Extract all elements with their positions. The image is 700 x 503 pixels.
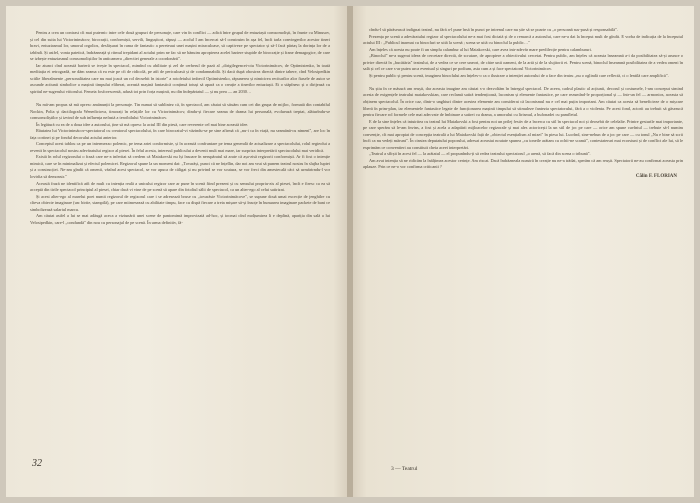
paragraph: Și acest alter-ego al marelui poet numit regizorul de regizorul care i se adresează bruse cu „tovarăsie Victorinimăcove", se supune două umai excecție de jenghilre cu cîteva obiecte imaginare (un: birtie, stampilă), pe care miimesează cu abilitate timpu, face cu dispă fiecare a treia mișare să-și însoțe în bunuarea imaginare packete de bani ce simbolizează salariul marcu. — [30, 193, 330, 212]
paragraph: Prezența pe scenă a adevăratului regizor al spectacolului ne-a mai fost dictată și de o remarcă a autorului, care ne-a dat la început mult de gîndit. E vorba de indicația de la începutul actului III : „Publicul inarmat cu binocluri se uită la scenă ; scena se uită cu binoclul la public…" — [363, 33, 683, 46]
paragraph: Am căutat astfel a lui se mai adăugă aceca a viziunării unei scene de pantomimă improvizată ad-hoc, și tocmai cînd molțumirea li e deplină, apariția din sală a lui Velosipedkin, care-l „condundă" din nou cu personajul de pe scenă. În urma definitiv, fă- — [30, 213, 330, 225]
paragraph: Iar atunci cînd această barieră se ivește în spectacol, mimînd cu abilitate și zel de cerberul de pază al „dirigilegencei-oiu Victorinimăcov, de Optimistenko, în toată meditația ei retrogradă, ne dăm seama că ea este pe cît de ridicolă, pe atît de periculoasă și de condamnabilă. Și dacă după obosirea directă dintre tabere, cînd Velosipedkin scitlie liberalmente „personalitatea care nu mai joacă un rol deosebit în istorie" a rotofeiului imbecil Optimistenko, răpunerea și nimicirea reciturilor alor fiasele de autor se ascunde actiunii simbolice a mașinii timpului eliberat, această mașină fantastică conținuă totuși să apară ca o creație a tinerilor entuziaști. Ei o stăpînesc și o dirijează cu spiritul ne-sugerului viitorului. Femeia fosforescentă, adusă tot prin forța mașinii, nu din îndepărtatul — și nu prea — an 2030… — [30, 62, 330, 94]
paragraph: Conceptul acest tablou ca pe un intermezzo polemic, pe tema artei conformiste, și în această confruntare pe tema generală de actualizare a spectacolului, rolul regieolui a revenit în spectacolul nostru adevăratului regizor al piesei. În felul acesta, interesul publicului a devenit mult mai mare, iar surpriza interpretării spectacolului mai veridică. — [30, 141, 330, 153]
paragraph: „Teatrul a sfîrșit în acest fel — la arătatul — el propunîndu-ți să redea teatrului spectatorul „o arenă, să facă din scena o tribună". — [369, 151, 591, 157]
paragraph: Există în rolul regizorului o frază care ne-a inferitat să credem că Maiakovski nu își însoare în nerupăratul să arate că așa-zisă regizorii conformiști. Ar fi fost o intenție mimică, care se în minimalizat și efectul polemicei. Regizorul spune la un moment dat: „Tovarăși, punct că ne înțellin, dar noi am vrut să punem teatrul nostru în slujba luptei și a construcției. Ne-am gîndit că omenii, văzînd acest spectacol, se vor apuca de căligat și nu privind se vor scutura, se vor freci din amestecală căci să urmărirndu-l vor lovirîta să demonstr." — [30, 154, 330, 179]
paragraph: Și pentru public și pentru scenă, imaginea binoclului am înțeles-o ca o ilustrare a intenției autorului de a face din teatru „nu o oglindă care reflectă, ci o lentilă care amplifică". — [369, 72, 669, 78]
author-signature: Călin F. FLORIAN — [635, 173, 677, 179]
paragraph: Pentru a crea un contrast cît mai puternic intre cele două grupuri de personaje, care vin în conflict — adică între grupul de entuziaști comsomoliști, în frunte cu Minusov, și cel din suita lui Victorinimăcov, birocrații, conformiști, servili, lingușitori, răpuși — acolul I am încercat să-l construim în așa fel, încît tarla convingerilor acestor tineri bravi, entuziasmul lor, umorul orgolios, desfășurat în rama de fantastic a pereteuui unei mașini miraculoase, să captiveze pe spectator și să-l facă părtaș la dorința lor de a izbîndi. Și astfel, vonta patetică, îndrăzneață și ritmul trepidant al actului prim ne fac să ne bănuim apropierea acelei bariere stupide de birocrație și frane demagogice, de care se izbește entuziasmul comsomoliștilor în anticamera „directiei generale a coordonării". — [30, 30, 330, 62]
right-page-text — [363, 27, 683, 181]
paragraph: Am avut intenția să ne ridicăm la înălțimea acestor cerințe. Am riscat. Dacă îndrăzneala noastră în creație nu ne-a trădat, sperăm că am reușit. Spectatorii ne-au confirmat aceasta prin aplauze. Prin ce ne-o vor confirma criticanii ? — [363, 157, 683, 170]
paragraph: cîndu-l să părăsească indignat teatrul, nu fără a-l pune însă în punct pe intrenul care nu știe să se poarte cu „o persoană sus-pusă și responsabilă". — [369, 27, 618, 32]
left-page — [6, 6, 347, 497]
open-book — [6, 6, 694, 497]
paragraph: Nu știu în ce măsură am reușit, dar aceasta imagine am căutat s-o dezvoltăm în întregul spectacol. De aceea, cadrul plastic al acțiunii, decorul și costumele, l-am conceput simind acesta de exigențele teatrului maiakovskian, care reclamă satiră tendențioasă, laconism și elemente fantastice, pe care rezumînd-le proporțional și — într-un fel — armonios, aceasta să obținem spectacolul. În orice caz, dintr-o unghiuri dintre acestea elemente am considerat că laconismul nu e cel mai puțin important. Am căutat ca acesta să beneficieze de o mișcare liberă în prim-plan, iar elementele fantastice legate de funcționarea mașinii timpului să stimuleze fantezia spectatorului, fără a o violenta. Pe acest fond, actorii au trebuit să găsească pentru fiecare rol formele cele mai adecvate de îmbinare a satirei cu drama, a umorului cu lirismul, a bufonadei cu pamfletul. — [363, 85, 683, 118]
paragraph: Nu mă-am propus să mă opresc amănunțit la personaje. Tin numai să subliniez că, în spectacol, am căutat să situăm cum cei din grupa de mijloc, formată din contabilul Nockin, Polia și dactilografa Wenedictova, timorați în relațiile lor cu Victorinimăcov, dindu-și fiecare seama de drama lui personală, evoluează treptat, alăturîndu-se comsomoliștilor și izvind de sub influența nefastă a teroibilului Victorinimăcov. — [30, 101, 330, 121]
paragraph: „Binoclul" ne-a sugerat ideea de cercetare directă, de scrutare, de apropiere a obiectivului cercetat. Pentru public, am înțeles că aceasta înseamnă a-i da posibilitatea să-și arunce o privire directă în „bucătăria" teatrului, de a vedea ce se cere uneori, de către unii oameni, de la artă și de la slujitorii ei. Pentru scenă, binoclul înseamnă posibilitatea de a vedea omeni în sală și cel ce care s-ar putea urca eventual și singuri pe podium, asta cum a și face spectatorul Victorinimăcov. — [363, 53, 683, 72]
paragraph: Răutatea lui Victorinimăcov-spectatorul cu creatorul spectacolului, în care birocratul-vi văzindu-se pe sine afirmă că „nu-i ca în viață, nu seamănă-cu nimeni", are loc în fața cortinei și pe fondul decorului actului anterior. — [30, 128, 330, 140]
paragraph: Această frază ne identifică atît de mult cu intenția reală a unicului regizor care ar pune în scenă fiind prezent și cu sensului propriu-zis al piesei, încît e firesc ca ea să acceptă din tirile spectacol principiul al piesei, chiar dacă vi vine de pe scenă să apare din fotoliul sălii de spectacol, ca un alter-ego al celui satirizat. — [30, 180, 330, 193]
paragraph: Am înțeles că acesta nu poate fi un simplu calambur al lui Maiakovski, care avea intr-adevăr mare predilecție pentru calambururi. — [369, 46, 592, 52]
paragraph: E de la sine înțeles că intuiritea cu teatrul lui Maiakovski a fost pentru noi un prilej festiv de a încerca cu stil în spectacol noi și deosebit de celelalte. Printre gesturile mai importante, pe care sperăm să le-am învins, a fost și acela a adaptării mijloacelor regizorale și mai ales actoricești la un stil de joc pe care — orice am spune cuvîntul — trebuie să-l numim convenție, cît mai apropiat de concepția teatrală a lui Maiakovski față de „obiectul esențialism al mizei" în piesa lui. Lucrînd, sine-nebun de a joc pe care — cu tonul „Nu e bine să scrii încît ca nu vedeți mărunt". În cinstea deputatului poporului, adresat aceastui noutate spunea „cu toneile arătam cu ochii-ne scamă", contestateruri mai ecorsiuni și de conflict ale lui, să le exprimăm ce conventieri au constituit cheia aceei interpretări. — [363, 118, 683, 150]
paragraph: În legătură cu ea de a doua idee a autorului, ține să mă opresc la actul III din piesă, care reverente cel mai bine această idee. — [36, 121, 249, 127]
left-page-text — [30, 30, 330, 226]
page-number: 32 — [32, 458, 42, 469]
right-page — [353, 6, 694, 497]
page-footer: 3 — Teatrul — [391, 466, 418, 472]
